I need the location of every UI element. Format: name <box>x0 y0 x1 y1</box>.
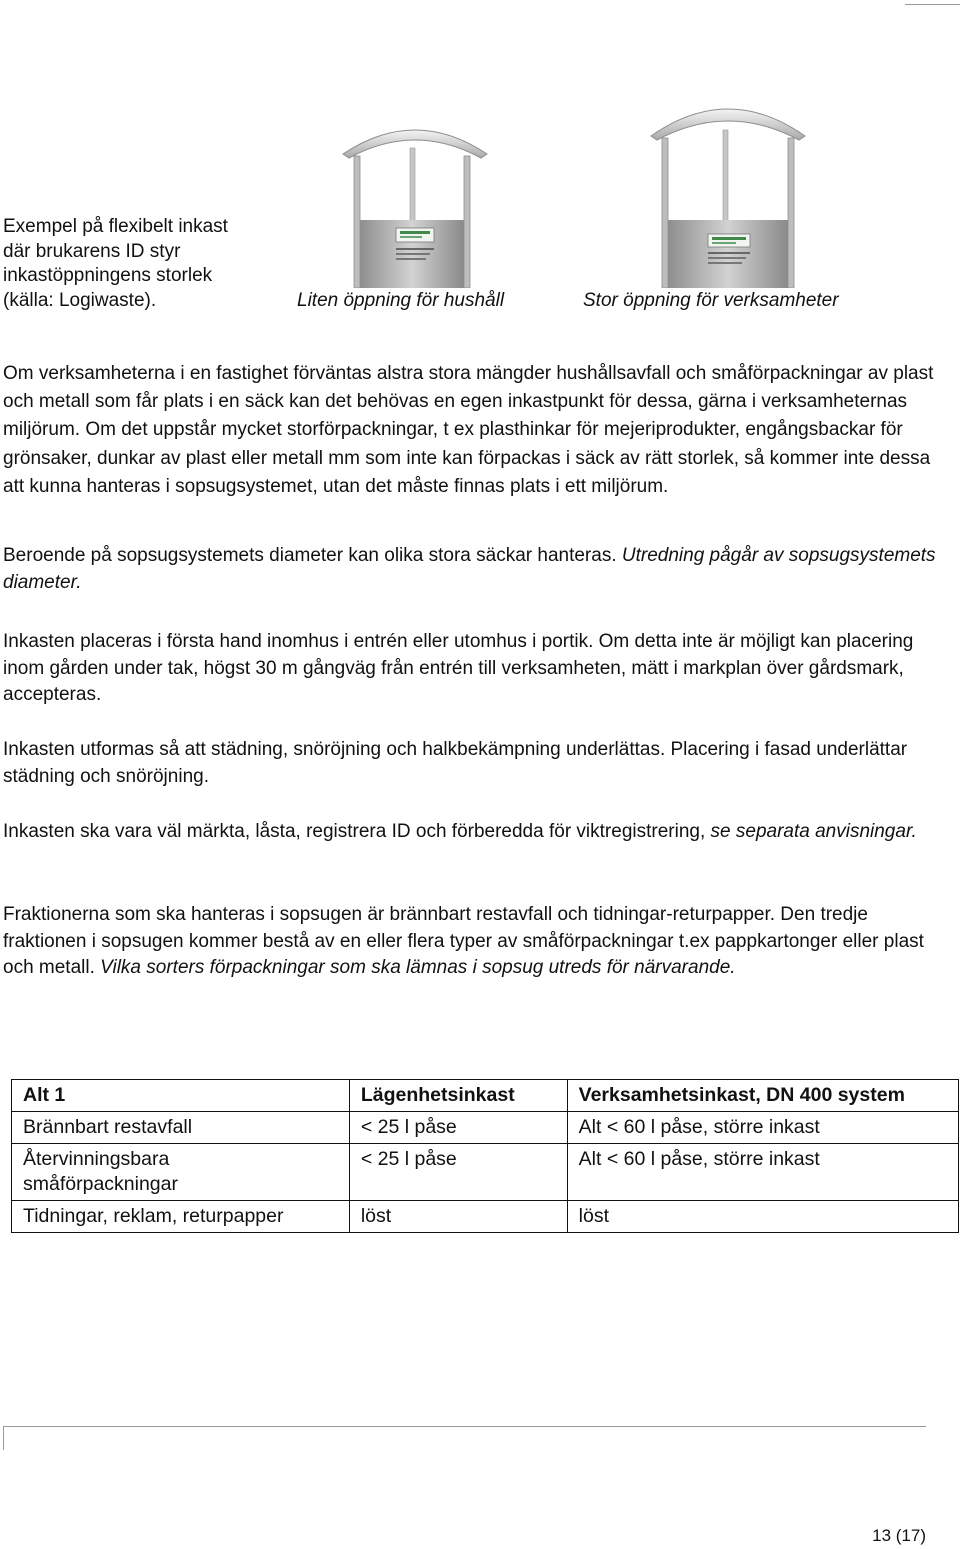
table-header-cell: Verksamhetsinkast, DN 400 system <box>567 1080 958 1112</box>
table-header-cell: Lägenhetsinkast <box>349 1080 567 1112</box>
paragraph-6-italic: Vilka sorters förpackningar som ska lämnas i sopsug utreds för närvarande. <box>100 957 736 978</box>
paragraph-2-text: Beroende på sopsugsystemets diameter kan olika stora säckar hanteras. <box>3 545 622 566</box>
table-cell: Alt < 60 l påse, större inkast <box>567 1144 958 1201</box>
table-header-cell: Alt 1 <box>12 1080 350 1112</box>
table-cell <box>12 1144 350 1201</box>
paragraph-5 <box>3 819 942 846</box>
paragraph-2-italic: Utredning pågår av sopsugsystemets diameter. <box>3 545 936 593</box>
table-row <box>12 1112 959 1144</box>
table-cell: Brännbart restavfall <box>12 1112 350 1144</box>
table-cell: löst <box>349 1201 567 1233</box>
figure-caption: Exempel på flexibelt inkast där brukarens ID styr inkastöppningens storlek (källa: Logiwaste). <box>3 216 228 311</box>
footer-rule <box>3 1426 926 1427</box>
table-cell: < 25 l påse <box>349 1112 567 1144</box>
table-row <box>12 1144 959 1201</box>
paragraph-5-italic: se separata anvisningar. <box>710 821 917 842</box>
caption-small-opening: Liten öppning för hushåll <box>297 290 505 311</box>
footer-rule-tick <box>3 1426 4 1450</box>
table-cell: Tidningar, reklam, returpapper <box>12 1201 350 1233</box>
table-cell-text: Återvinningsbara småförpackningar <box>23 1148 178 1195</box>
paragraph-3: Inkasten placeras i första hand inomhus i entrén eller utomhus i portik. Om detta inte är möjligt kan placering inom gården under tak, högst 30 m gångväg från entrén till verksamheten, mätt i markplan över gårdsmark, accepteras. <box>3 631 914 705</box>
header-rule <box>905 4 960 5</box>
paragraph-1: Om verksamheterna i en fastighet förväntas alstra stora mängder hushållsavfall och småförpackningar av plast och metall som får plats i en säck kan det behövas en egen inkastpunkt för dessa, gärna i verksamheternas miljörum. Om det uppstår mycket storförpackningar, t ex plasthinkar för mejeriprodukter, engångsbackar för grönsaker, dunkar av plast eller metall mm som inte kan förpackas i säck av rätt storlek, så kommer inte dessa att kunna hanteras i sopsugsystemet, utan det måste finnas plats i ett miljörum. <box>3 363 934 497</box>
paragraph-4: Inkasten utformas så att städning, snöröjning och halkbekämpning underlättas. Placering i fasad underlättar städning och snöröjning. <box>3 739 908 787</box>
caption-large-opening: Stor öppning för verksamheter <box>583 290 839 311</box>
paragraph-6 <box>3 902 942 982</box>
table-header-row <box>12 1080 959 1112</box>
page-number: 13 (17) <box>872 1526 926 1545</box>
alternatives-table <box>11 1079 959 1233</box>
table-row <box>12 1201 959 1233</box>
paragraph-2 <box>3 543 942 596</box>
large-opening-kiosk-image <box>648 86 808 288</box>
table-cell: Alt < 60 l påse, större inkast <box>567 1112 958 1144</box>
paragraph-5-text: Inkasten ska vara väl märkta, låsta, registrera ID och förberedda för viktregistrering, <box>3 821 711 842</box>
paragraph-6-text: Fraktionerna som ska hanteras i sopsugen är brännbart restavfall och tidningar-returpapper. Den tredje fraktionen i sopsugen kommer bestå av en eller flera typer av småförpackningar t.ex pappkartonger eller plast och metall. <box>3 904 924 978</box>
table-cell: löst <box>567 1201 958 1233</box>
table-cell: < 25 l påse <box>349 1144 567 1201</box>
small-opening-kiosk-image <box>340 108 490 288</box>
